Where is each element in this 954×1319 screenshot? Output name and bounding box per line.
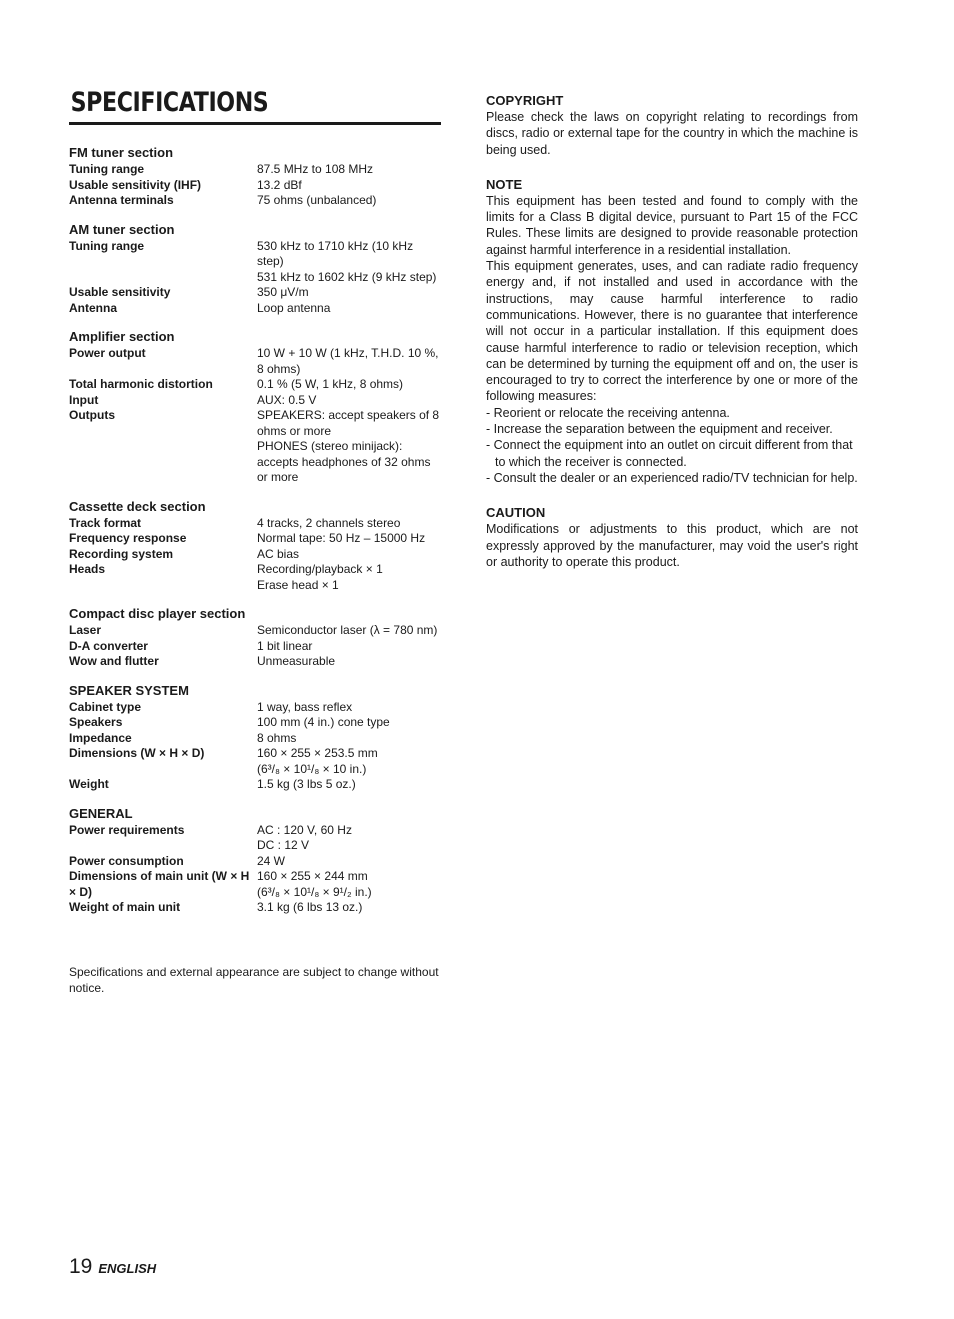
spec-value-line: 8 ohms xyxy=(257,730,297,745)
spec-label: Wow and flutter xyxy=(69,654,159,668)
spec-row xyxy=(69,854,441,870)
spec-value xyxy=(257,854,441,870)
spec-row xyxy=(69,377,441,393)
spec-value-line: Normal tape: 50 Hz – 15000 Hz xyxy=(257,531,426,545)
spec-section xyxy=(69,805,441,916)
spec-value-line: 24 W xyxy=(257,853,286,868)
spec-label: Cabinet type xyxy=(69,699,142,714)
section-heading: Cassette deck section xyxy=(69,498,206,514)
spec-value-line: 10 W + 10 W (1 kHz, T.H.D. 10 %, 8 ohms) xyxy=(257,346,439,376)
copyright-block xyxy=(486,92,858,158)
page-footer xyxy=(69,1254,156,1280)
spec-value xyxy=(257,516,441,532)
spec-label: Power requirements xyxy=(69,822,185,837)
spec-row xyxy=(69,531,441,547)
caution-text: Modifications or adjustments to this product, which are not expressly approved by the manufacturer, may void the user's right or authority to operate this product. xyxy=(486,522,858,569)
spec-row xyxy=(69,731,441,747)
spec-row xyxy=(69,639,441,655)
note-paragraph-2: This equipment generates, uses, and can radiate radio frequency energy and, if not installed and used in accordance with the instructions, may cause harmful interference to radio communications. However, there is no guarantee that interference will not occur in a particular installation. If this equipment does cause harmful interference to radio or television reception, which can be determined by turning the equipment off and on, the user is encouraged to try to correct the interference by one or more of the following measures: xyxy=(486,259,858,404)
spec-row xyxy=(69,301,441,317)
section-heading: GENERAL xyxy=(69,805,133,821)
spec-value-line: 0.1 % (5 W, 1 kHz, 8 ohms) xyxy=(257,377,404,391)
spec-label: Input xyxy=(69,392,99,407)
spec-label: Track format xyxy=(69,515,142,530)
spec-value-line: Unmeasurable xyxy=(257,654,336,668)
spec-row xyxy=(69,869,441,900)
spec-label: Outputs xyxy=(69,408,115,422)
note-heading: NOTE xyxy=(486,176,523,192)
spec-value xyxy=(257,285,441,301)
spec-row xyxy=(69,516,441,532)
caution-block xyxy=(486,504,858,570)
spec-label: Tuning range xyxy=(69,162,145,176)
spec-label: Weight xyxy=(69,777,109,791)
spec-value xyxy=(257,193,441,209)
spec-value-line: 160 × 255 × 253.5 mm xyxy=(257,746,378,760)
spec-row xyxy=(69,178,441,194)
spec-section xyxy=(69,682,441,793)
spec-label: Dimensions (W × H × D) xyxy=(69,746,205,760)
spec-value-line: 1 way, bass reflex xyxy=(257,699,353,714)
copyright-heading: COPYRIGHT xyxy=(486,93,564,108)
spec-value-line: Semiconductor laser (λ = 780 nm) xyxy=(257,623,438,637)
spec-value-line: Loop antenna xyxy=(257,300,331,315)
caution-heading: CAUTION xyxy=(486,505,546,521)
spec-value-line: AC bias xyxy=(257,546,300,561)
section-heading: SPEAKER SYSTEM xyxy=(69,682,189,698)
spec-sections xyxy=(69,144,441,916)
spec-value xyxy=(257,869,441,900)
spec-row xyxy=(69,162,441,178)
spec-row xyxy=(69,746,441,777)
spec-value xyxy=(257,639,441,655)
spec-value-line: 1 bit linear xyxy=(257,638,313,653)
spec-row xyxy=(69,393,441,409)
spec-row xyxy=(69,623,441,639)
spec-value xyxy=(257,547,441,563)
spec-value-line: 160 × 255 × 244 mm xyxy=(257,869,368,883)
spec-value-line: 75 ohms (unbalanced) xyxy=(257,193,377,207)
list-item: - Connect the equipment into an outlet on circuit different from that to which the receiver is connected. xyxy=(486,438,853,469)
spec-value-line: 100 mm (4 in.) cone type xyxy=(257,715,390,729)
spec-value xyxy=(257,178,441,194)
spec-section xyxy=(69,221,441,317)
spec-label: Power consumption xyxy=(69,853,184,868)
spec-row xyxy=(69,285,441,301)
spec-label: Dimensions of main unit (W × H × D) xyxy=(69,869,250,899)
spec-value-line: Erase head × 1 xyxy=(257,577,339,592)
spec-label: Laser xyxy=(69,623,102,637)
spec-value-line: SPEAKERS: accept speakers of 8 ohms or more xyxy=(257,408,440,438)
spec-value-line: AUX: 0.5 V xyxy=(257,392,317,407)
spec-value xyxy=(257,700,441,716)
list-item: - Increase the separation between the equipment and receiver. xyxy=(486,422,833,437)
spec-row xyxy=(69,408,441,486)
note-block xyxy=(486,176,858,486)
spec-label: Power output xyxy=(69,346,146,360)
language-label: ENGLISH xyxy=(98,1261,157,1276)
title-underline xyxy=(69,122,441,125)
spec-value-line: PHONES (stereo minijack): accepts headphones of 32 ohms or more xyxy=(257,439,431,484)
spec-row xyxy=(69,193,441,209)
section-heading: Amplifier section xyxy=(69,329,175,344)
spec-row xyxy=(69,547,441,563)
spec-row xyxy=(69,562,441,593)
spec-label: Tuning range xyxy=(69,238,145,253)
spec-value-line: 3.1 kg (6 lbs 13 oz.) xyxy=(257,900,363,914)
spec-value-line: 531 kHz to 1602 kHz (9 kHz step) xyxy=(257,269,437,284)
spec-row xyxy=(69,715,441,731)
spec-label: Antenna xyxy=(69,300,117,315)
spec-row xyxy=(69,900,441,916)
spec-row xyxy=(69,823,441,854)
spec-row xyxy=(69,239,441,286)
spec-value xyxy=(257,346,441,377)
section-heading: Compact disc player section xyxy=(69,606,246,621)
page-title: SPECIFICATIONS xyxy=(70,87,269,118)
spec-label: Frequency response xyxy=(69,531,187,545)
page-number: 19 xyxy=(69,1255,93,1278)
copyright-text: Please check the laws on copyright relating to recordings from discs, radio or external tape for the country in which the machine is being used. xyxy=(486,110,858,157)
spec-value xyxy=(257,715,441,731)
spec-value-line: Recording/playback × 1 xyxy=(257,562,383,576)
spec-value xyxy=(257,301,441,317)
spec-label: Weight of main unit xyxy=(69,900,181,914)
spec-value-line: (6³/₈ × 10¹/₈ × 9¹/₂ in.) xyxy=(257,884,372,899)
specifications-column xyxy=(69,86,441,928)
spec-value xyxy=(257,731,441,747)
section-heading: AM tuner section xyxy=(69,221,175,237)
spec-value-line: AC : 120 V, 60 Hz xyxy=(257,822,352,837)
specifications-footnote: Specifications and external appearance are subject to change without notice. xyxy=(69,965,439,995)
section-heading: FM tuner section xyxy=(69,145,174,160)
spec-label: D-A converter xyxy=(69,638,148,653)
spec-value xyxy=(257,562,441,593)
spec-value-line: 87.5 MHz to 108 MHz xyxy=(257,162,374,176)
spec-label: Recording system xyxy=(69,546,174,561)
spec-row xyxy=(69,700,441,716)
spec-label: Impedance xyxy=(69,730,132,745)
spec-row xyxy=(69,777,441,793)
spec-value xyxy=(257,654,441,670)
spec-section xyxy=(69,605,441,670)
spec-row xyxy=(69,654,441,670)
spec-value-line: (6³/₈ × 10¹/₈ × 10 in.) xyxy=(257,761,367,776)
list-item: - Reorient or relocate the receiving antenna. xyxy=(486,405,730,420)
note-measures-list xyxy=(486,405,858,486)
spec-value xyxy=(257,377,441,393)
spec-label: Usable sensitivity (IHF) xyxy=(69,177,202,192)
spec-value-line: DC : 12 V xyxy=(257,838,310,852)
spec-label: Total harmonic distortion xyxy=(69,377,213,391)
spec-section xyxy=(69,144,441,209)
spec-value xyxy=(257,162,441,178)
list-item: - Consult the dealer or an experienced radio/TV technician for help. xyxy=(486,470,858,485)
spec-value xyxy=(257,900,441,916)
spec-label: Antenna terminals xyxy=(69,193,174,207)
spec-value xyxy=(257,239,441,286)
notices-column xyxy=(486,92,858,588)
spec-value-line: 13.2 dBf xyxy=(257,177,302,192)
spec-value xyxy=(257,746,441,777)
spec-label: Speakers xyxy=(69,715,123,729)
spec-value xyxy=(257,777,441,793)
spec-value xyxy=(257,823,441,854)
spec-value xyxy=(257,623,441,639)
spec-section xyxy=(69,328,441,486)
spec-value-line: 350 μV/m xyxy=(257,285,309,299)
spec-value-line: 4 tracks, 2 channels stereo xyxy=(257,515,401,530)
spec-value xyxy=(257,408,441,486)
spec-value xyxy=(257,531,441,547)
spec-value-line: 530 kHz to 1710 kHz (10 kHz step) xyxy=(257,238,414,268)
note-paragraph-1: This equipment has been tested and found to comply with the limits for a Class B digital device, pursuant to Part 15 of the FCC Rules. These limits are designed to provide reasonable protection against harmful interference in a residential installation. xyxy=(486,193,858,257)
spec-row xyxy=(69,346,441,377)
spec-value-line: 1.5 kg (3 lbs 5 oz.) xyxy=(257,777,356,791)
spec-value xyxy=(257,393,441,409)
spec-label: Heads xyxy=(69,562,106,576)
spec-label: Usable sensitivity xyxy=(69,285,171,299)
spec-section xyxy=(69,498,441,594)
